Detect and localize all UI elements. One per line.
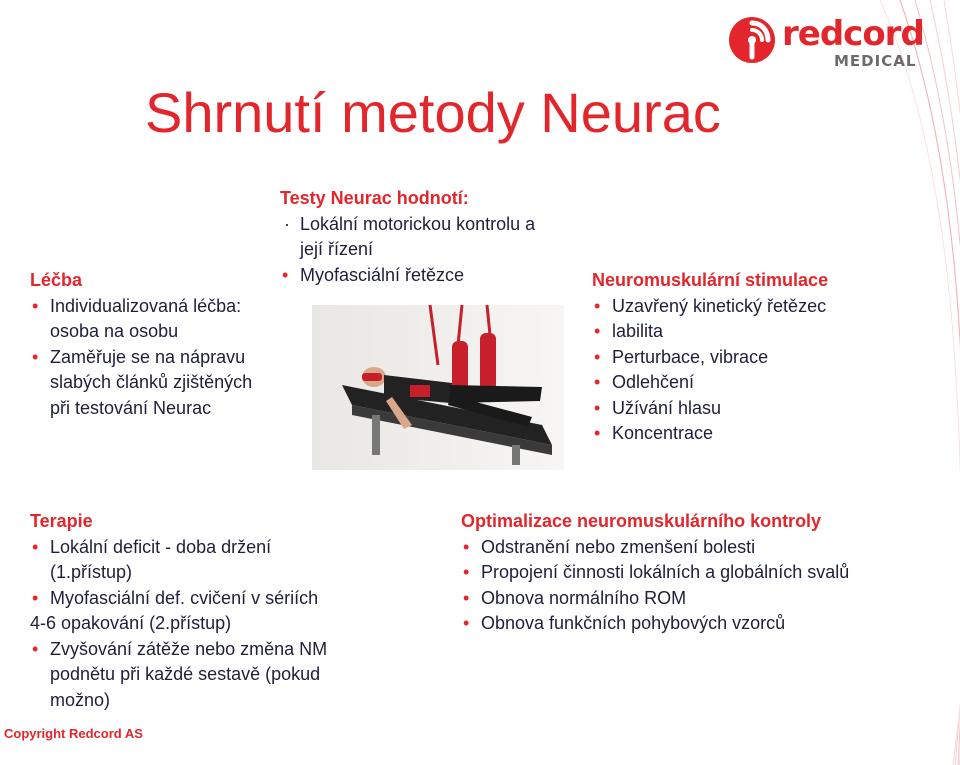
bullet-list bbox=[280, 212, 590, 289]
logo-subtitle: MEDICAL bbox=[834, 52, 917, 70]
list-item: při testování Neurac bbox=[50, 397, 212, 418]
list-item: • Uzavřený kinetický řetězec bbox=[592, 294, 892, 320]
section-testy bbox=[280, 186, 590, 288]
list-item: • Odlehčení bbox=[592, 370, 892, 396]
list-item: • Perturbace, vibrace bbox=[592, 345, 892, 371]
patient-on-table-illustration bbox=[312, 305, 564, 470]
list-item: • Obnova normálního ROM bbox=[461, 586, 941, 612]
section-optimalizace bbox=[461, 509, 941, 637]
bullet-list bbox=[592, 294, 892, 447]
redcord-logo bbox=[728, 14, 924, 72]
list-item: možno) bbox=[50, 689, 111, 710]
section-heading: Terapie bbox=[30, 511, 93, 531]
page-title: Shrnutí metody Neurac bbox=[145, 81, 721, 144]
therapy-photo bbox=[312, 305, 564, 470]
redcord-logo-icon bbox=[728, 16, 776, 64]
bullet-list bbox=[30, 294, 300, 422]
section-terapie bbox=[30, 509, 430, 713]
list-item: • Obnova funkčních pohybových vzorců bbox=[461, 611, 941, 637]
list-item: • Zaměřuje se na nápravu bbox=[30, 345, 300, 371]
list-item: • Zvyšování zátěže nebo změna NM bbox=[30, 637, 430, 663]
section-neuromuscular-stimulation bbox=[592, 268, 892, 447]
list-item: • Užívání hlasu bbox=[592, 396, 892, 422]
section-heading: Neuromuskulární stimulace bbox=[592, 270, 829, 290]
list-item: · Lokální motorickou kontrolu a bbox=[280, 212, 590, 238]
section-lecba bbox=[30, 268, 300, 421]
section-heading: Léčba bbox=[30, 270, 83, 290]
list-item: • labilita bbox=[592, 319, 892, 345]
list-item: • Individualizovaná léčba: bbox=[30, 294, 300, 320]
list-item: • Odstranění nebo zmenšení bolesti bbox=[461, 535, 941, 561]
list-item: slabých článků zjištěných bbox=[50, 372, 253, 392]
list-item: • Lokální deficit - doba držení bbox=[30, 535, 430, 561]
list-item: 4-6 opakování (2.přístup) bbox=[30, 613, 232, 633]
bullet-list bbox=[30, 535, 430, 714]
list-item: • Myofasciální řetězce bbox=[280, 263, 590, 289]
section-heading: Optimalizace neuromuskulárního kontroly bbox=[461, 511, 822, 531]
list-item: • Propojení činnosti lokálních a globálních svalů bbox=[461, 560, 941, 586]
list-item: podnětu při každé sestavě (pokud bbox=[50, 664, 321, 684]
list-item: • Koncentrace bbox=[592, 421, 892, 447]
list-item: • Myofasciální def. cvičení v sériích bbox=[30, 586, 430, 612]
list-item: její řízení bbox=[300, 239, 374, 259]
bullet-list bbox=[461, 535, 941, 637]
logo-wordmark: redcord bbox=[782, 14, 924, 54]
list-item: osoba na osobu bbox=[50, 321, 179, 341]
section-heading: Testy Neurac hodnotí: bbox=[280, 188, 469, 208]
copyright-text: Copyright Redcord AS bbox=[4, 726, 143, 741]
list-item: (1.přístup) bbox=[50, 562, 133, 582]
